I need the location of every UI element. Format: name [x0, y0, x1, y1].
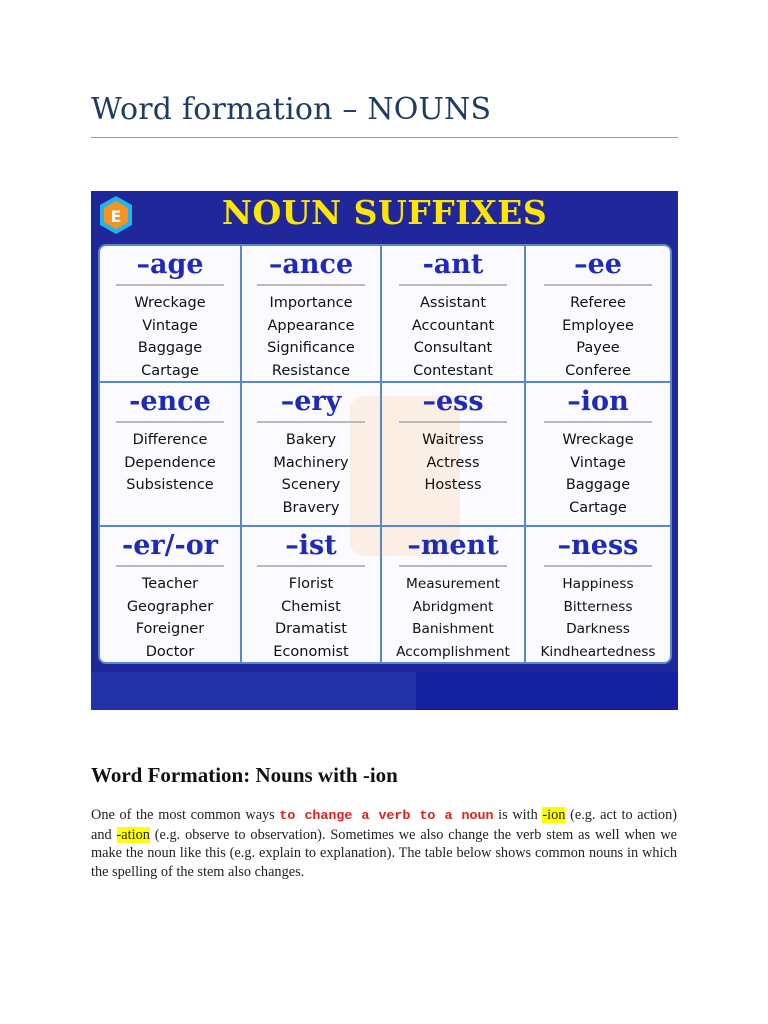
- example-word: Subsistence: [126, 477, 214, 494]
- suffix-heading: –ment: [407, 530, 499, 561]
- paragraph-text: is with: [493, 807, 543, 823]
- divider: [544, 421, 652, 423]
- footer-band: [91, 672, 416, 710]
- example-word: Measurement: [406, 576, 500, 592]
- suffix-cell-er-or: [100, 527, 242, 663]
- example-word: Importance: [269, 295, 353, 311]
- divider: [257, 421, 365, 423]
- section-heading: Word Formation: Nouns with -ion: [91, 763, 398, 787]
- divider: [399, 421, 507, 423]
- example-word: Assistant: [419, 295, 487, 311]
- divider: [116, 421, 224, 423]
- suffix-heading: -er/-or: [122, 530, 218, 561]
- example-word: Baggage: [565, 477, 631, 494]
- example-word: Payee: [576, 340, 620, 357]
- suffix-heading: –ance: [268, 249, 354, 280]
- example-word: Wreckage: [562, 432, 634, 448]
- example-word: Banishment: [412, 621, 494, 638]
- example-word: Dependence: [124, 454, 216, 471]
- paragraph-text: (e.g. act to action) and: [91, 807, 677, 843]
- example-word: Accountant: [411, 317, 495, 334]
- suffix-cell-ee: [526, 246, 670, 383]
- example-word: Chemist: [281, 598, 341, 615]
- suffix-heading: –ist: [285, 530, 337, 561]
- example-word: Contestant: [413, 362, 493, 379]
- example-word: Scenery: [281, 477, 341, 494]
- paragraph-text: One of the most common ways: [91, 807, 280, 823]
- highlighted-suffix: -ation: [116, 826, 150, 843]
- example-word: Vintage: [570, 454, 626, 471]
- example-word: Hostess: [424, 477, 482, 494]
- emphasis-text: to change a verb to a noun: [279, 808, 494, 823]
- paragraph-text: (e.g. observe to observation). Sometimes we also change the verb stem as well when we make the noun like this (e.g. explain to explanation). The table below shows common nouns in which the spelling of the stem also changes.: [91, 826, 677, 880]
- logo-letter: E: [110, 207, 122, 226]
- example-word: Machinery: [273, 454, 349, 471]
- example-word: Resistance: [271, 362, 351, 379]
- example-word: Referee: [570, 295, 626, 311]
- highlighted-suffix: -ion: [542, 807, 566, 823]
- suffix-heading: –ess: [422, 386, 484, 417]
- example-word: Teacher: [141, 576, 199, 592]
- banner-title: NOUN SUFFIXES: [221, 193, 548, 232]
- suffix-cell-ess: [382, 383, 526, 527]
- divider: [399, 565, 507, 567]
- divider: [399, 284, 507, 286]
- example-word: Difference: [132, 432, 208, 448]
- suffix-cell-ion: [526, 383, 670, 527]
- suffix-heading: -ant: [422, 249, 484, 280]
- suffix-heading: –ery: [280, 386, 342, 417]
- example-word: Bakery: [285, 432, 337, 448]
- example-word: Wreckage: [134, 295, 206, 311]
- example-word: Kindheartedness: [540, 643, 656, 660]
- divider: [116, 284, 224, 286]
- example-word: Dramatist: [275, 621, 347, 638]
- divider: [544, 565, 652, 567]
- example-word: Darkness: [566, 621, 630, 638]
- example-word: Significance: [267, 340, 355, 357]
- suffix-cell-ant: [382, 246, 526, 383]
- suffix-cell-ist: [242, 527, 382, 663]
- example-word: Bravery: [282, 499, 340, 516]
- example-word: Bitterness: [563, 598, 633, 615]
- suffix-cell-ance: [242, 246, 382, 383]
- example-word: Foreigner: [135, 621, 205, 638]
- example-word: Economist: [273, 643, 349, 660]
- example-word: Baggage: [137, 340, 203, 357]
- suffix-cell-ness: [526, 527, 670, 663]
- suffix-cell-age: [100, 246, 242, 383]
- title-underline: [91, 137, 678, 138]
- suffix-cell-ment: [382, 527, 526, 663]
- example-word: Happiness: [562, 576, 634, 592]
- example-word: Vintage: [142, 317, 198, 334]
- example-word: Doctor: [145, 643, 195, 660]
- example-word: Waitress: [422, 432, 484, 448]
- example-word: Actress: [426, 454, 480, 471]
- footer-band-dark: [416, 672, 678, 710]
- example-word: Cartage: [569, 499, 627, 516]
- example-word: Abridgment: [412, 598, 494, 615]
- page-title: Word formation – NOUNS: [91, 92, 492, 127]
- suffix-cell-ence: [100, 383, 242, 527]
- divider: [544, 284, 652, 286]
- divider: [116, 565, 224, 567]
- suffix-heading: –ness: [557, 530, 639, 561]
- example-word: Appearance: [267, 317, 355, 334]
- suffix-heading: –ee: [574, 249, 622, 280]
- example-word: Consultant: [413, 340, 493, 357]
- example-word: Accomplishment: [396, 643, 510, 660]
- example-word: Cartage: [141, 362, 199, 379]
- example-word: Conferee: [565, 362, 631, 379]
- noun-suffixes-infographic: [91, 191, 678, 710]
- divider: [257, 565, 365, 567]
- suffix-heading: -ence: [129, 386, 211, 417]
- suffix-heading: –ion: [567, 386, 629, 417]
- example-word: Florist: [288, 576, 334, 592]
- suffix-cell-ery: [242, 383, 382, 527]
- suffix-heading: –age: [136, 249, 204, 280]
- example-word: Employee: [562, 317, 634, 334]
- example-word: Geographer: [126, 598, 214, 615]
- suffix-grid: [98, 244, 672, 664]
- body-paragraph: [91, 806, 677, 881]
- divider: [257, 284, 365, 286]
